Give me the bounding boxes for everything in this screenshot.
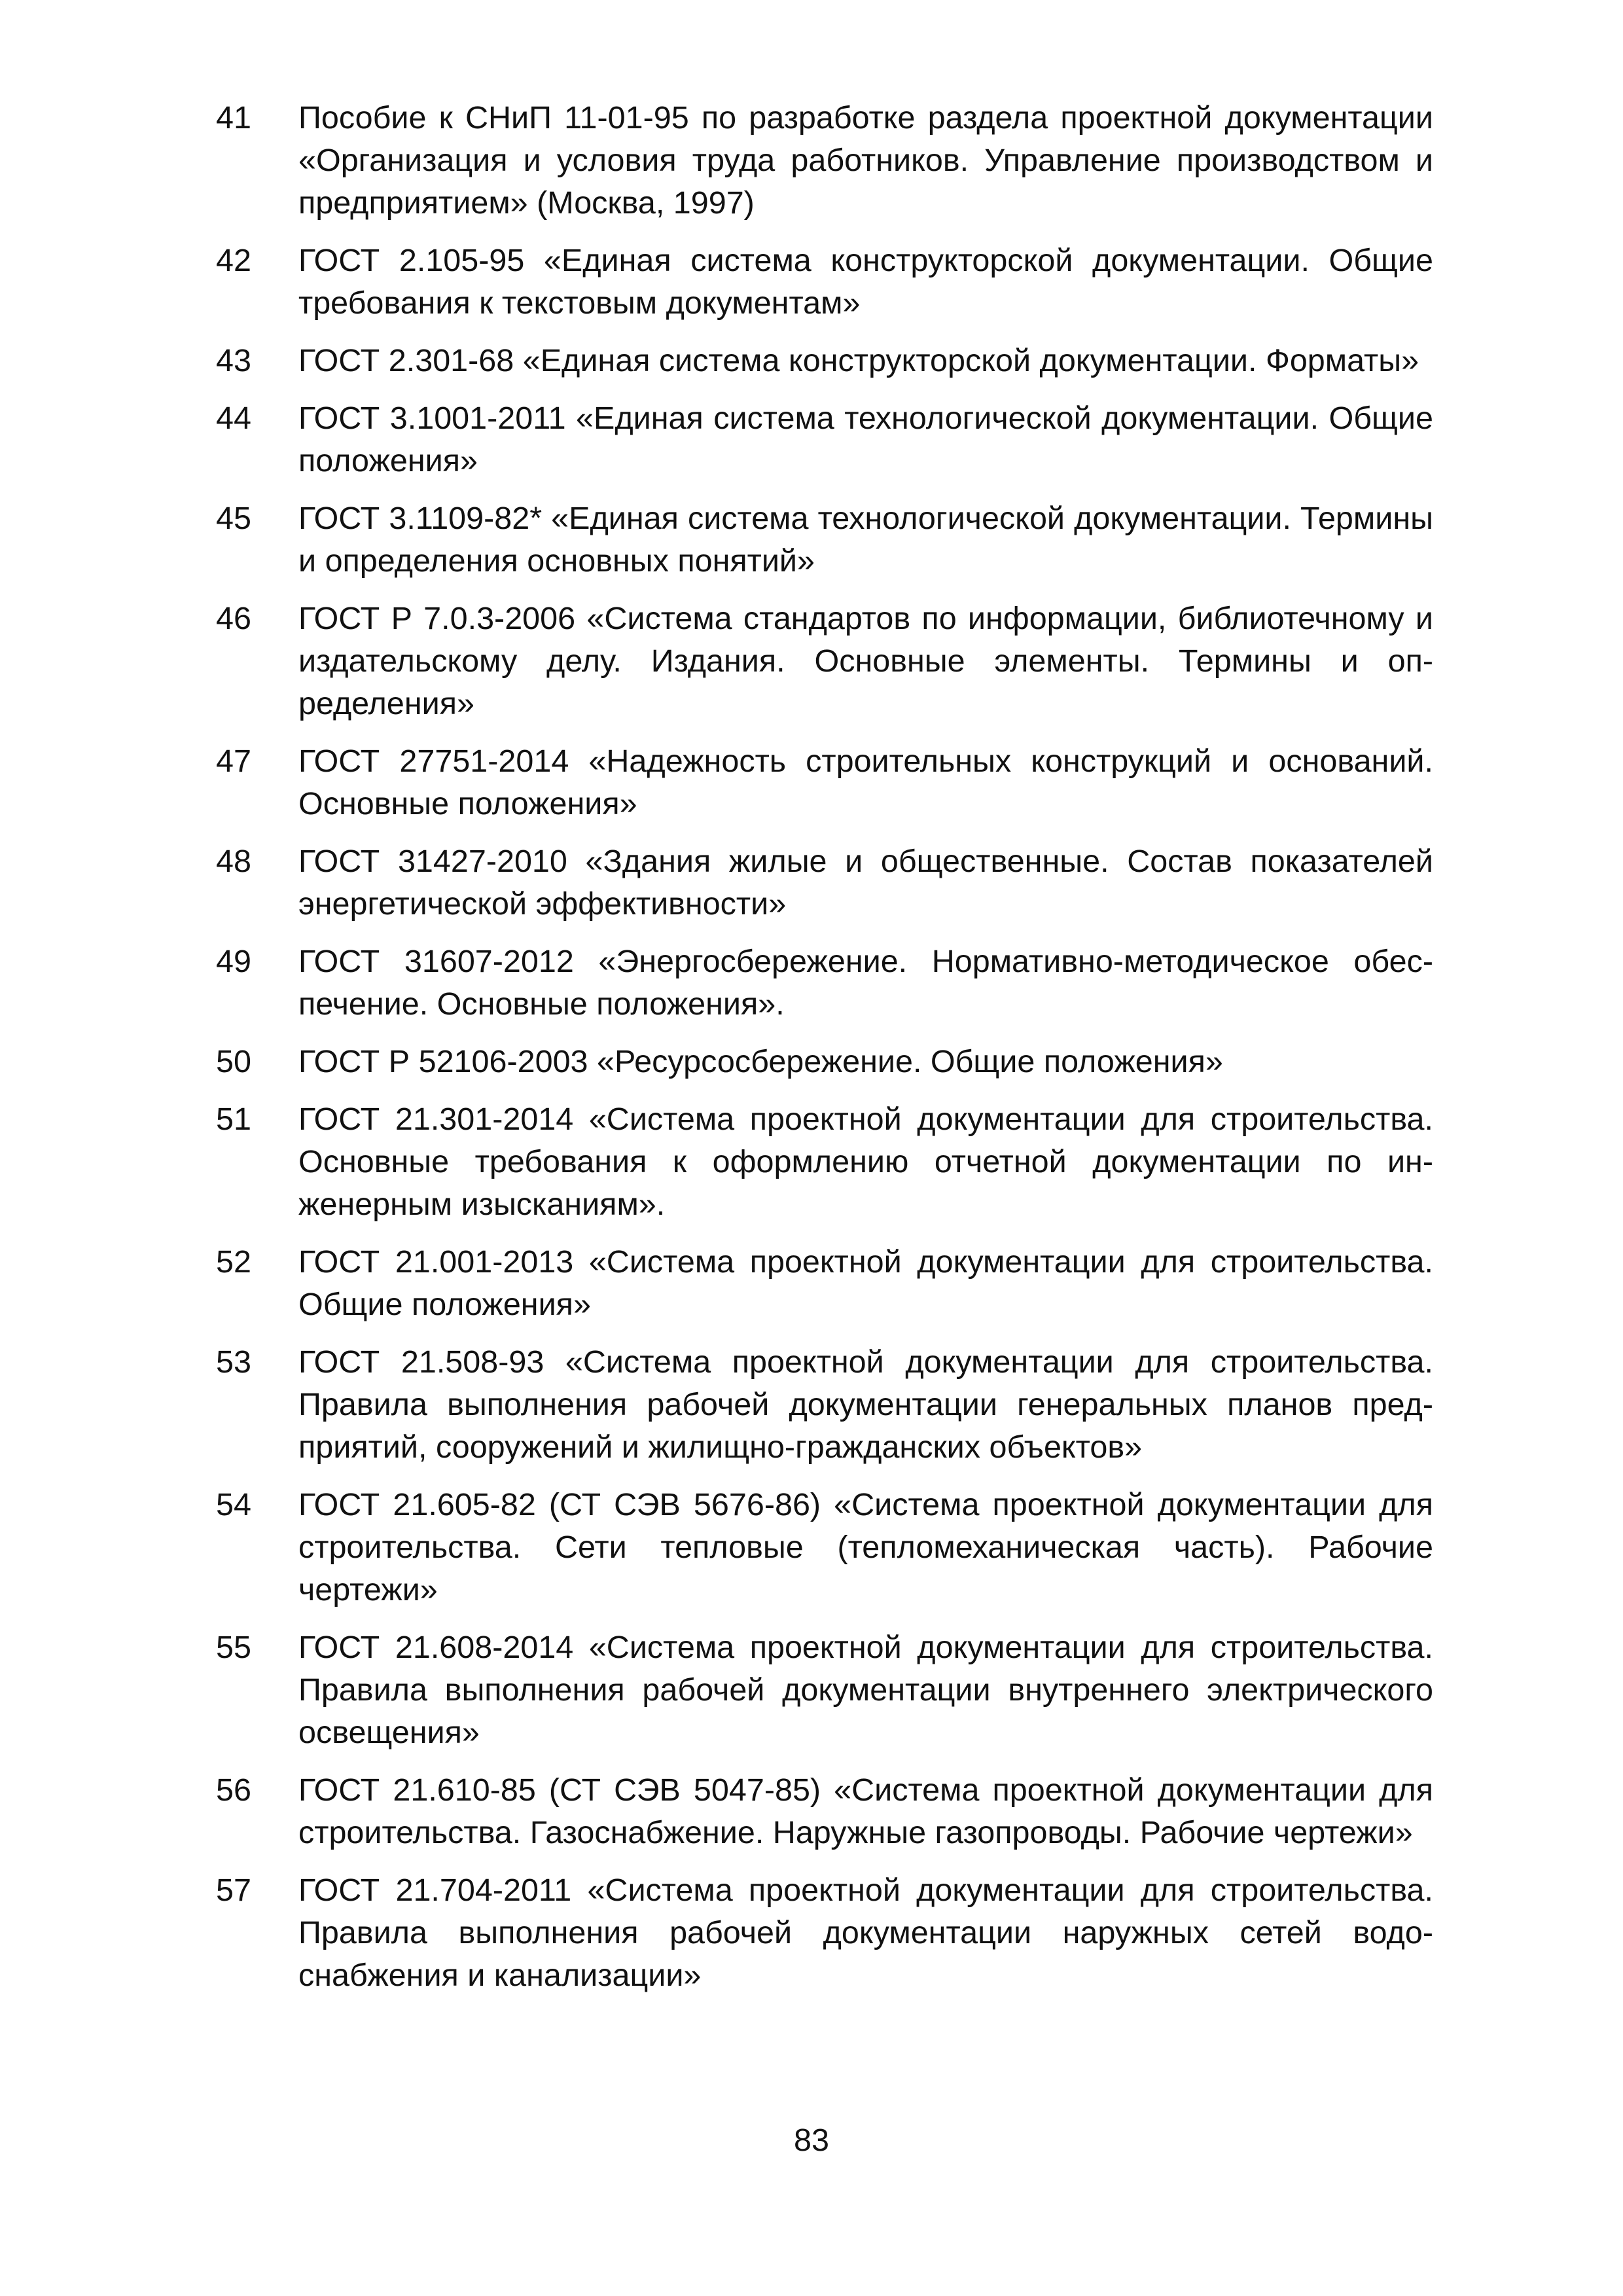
reference-item-46 <box>216 598 1433 725</box>
reference-item-41 <box>216 97 1433 224</box>
reference-item-51 <box>216 1098 1433 1226</box>
reference-item-55 <box>216 1626 1433 1754</box>
reference-text: ГОСТ 3.1109-82* «Единая система технологической документации. Термины и определения основных понятий» <box>298 501 1433 579</box>
reference-number: 57 <box>216 1873 251 1908</box>
reference-number: 50 <box>216 1044 251 1079</box>
reference-number: 54 <box>216 1487 251 1522</box>
reference-text: ГОСТ 21.508-93 «Система проектной документации для строительства. Правила выполнения рабочей документации генеральных планов предприятий, сооружений и жилищно-гражданских объектов» <box>298 1344 1433 1465</box>
reference-number: 53 <box>216 1344 251 1380</box>
reference-number: 55 <box>216 1630 251 1665</box>
reference-list <box>216 97 1433 2012</box>
reference-text: Пособие к СНиП 11-01-95 по разработке раздела проектной документации «Организация и условия труда работников. Управление производством и предприятием» (Москва, 1997) <box>298 100 1433 221</box>
reference-text: ГОСТ 3.1001-2011 «Единая система технологической документации. Общие положения» <box>298 401 1433 478</box>
reference-text: ГОСТ Р 7.0.3-2006 «Система стандартов по информации, библиотечному и издательскому делу. Издания. Основные элементы. Термины и определения» <box>298 601 1433 721</box>
reference-item-52 <box>216 1241 1433 1326</box>
reference-item-42 <box>216 240 1433 325</box>
reference-item-47 <box>216 740 1433 825</box>
reference-text: ГОСТ 21.301-2014 «Система проектной документации для строительства. Основные требования к оформлению отчетной документации по инженерным изысканиям». <box>298 1102 1433 1222</box>
reference-number: 49 <box>216 944 251 979</box>
reference-text: ГОСТ 21.608-2014 «Система проектной документации для строительства. Правила выполнения рабочей документации внутреннего электрического освещения» <box>298 1630 1433 1750</box>
reference-number: 41 <box>216 100 251 135</box>
reference-number: 42 <box>216 243 251 278</box>
reference-text: ГОСТ 2.105-95 «Единая система конструкторской документации. Общие требования к текстовым документам» <box>298 243 1433 321</box>
reference-text: ГОСТ 21.001-2013 «Система проектной документации для строительства. Общие положения» <box>298 1244 1433 1322</box>
reference-number: 43 <box>216 343 251 378</box>
page-number: 83 <box>794 2123 829 2158</box>
reference-item-50 <box>216 1041 1433 1083</box>
reference-number: 45 <box>216 501 251 536</box>
reference-item-48 <box>216 840 1433 925</box>
reference-number: 51 <box>216 1102 251 1137</box>
reference-text: ГОСТ 27751-2014 «Надежность строительных конструкций и оснований. Основные положения» <box>298 744 1433 821</box>
reference-text: ГОСТ 21.704-2011 «Система проектной документации для строительства. Правила выполнения рабочей документации наружных сетей водоснабжения и канализации» <box>298 1873 1433 1993</box>
reference-text: ГОСТ 31427-2010 «Здания жилые и общественные. Состав показателей энергетической эффективности» <box>298 844 1433 922</box>
reference-item-43 <box>216 340 1433 382</box>
reference-text: ГОСТ 31607-2012 «Энергосбережение. Нормативно-методическое обеспечение. Основные положения». <box>298 944 1433 1022</box>
reference-item-53 <box>216 1341 1433 1469</box>
reference-text: ГОСТ 21.605-82 (СТ СЭВ 5676-86) «Система проектной документации для строительства. Сети тепловые (тепломеханическая часть). Рабочие чертежи» <box>298 1487 1433 1607</box>
reference-item-56 <box>216 1769 1433 1854</box>
reference-item-49 <box>216 941 1433 1026</box>
reference-text: ГОСТ Р 52106-2003 «Ресурсосбережение. Общие положения» <box>298 1044 1223 1079</box>
reference-item-57 <box>216 1869 1433 1997</box>
reference-number: 56 <box>216 1772 251 1808</box>
reference-item-54 <box>216 1484 1433 1611</box>
reference-item-44 <box>216 397 1433 482</box>
reference-number: 47 <box>216 744 251 779</box>
reference-number: 52 <box>216 1244 251 1280</box>
reference-number: 46 <box>216 601 251 636</box>
reference-number: 48 <box>216 844 251 879</box>
reference-item-45 <box>216 497 1433 583</box>
reference-text: ГОСТ 2.301-68 «Единая система конструкторской документации. Форматы» <box>298 343 1419 378</box>
reference-number: 44 <box>216 401 251 436</box>
reference-text: ГОСТ 21.610-85 (СТ СЭВ 5047-85) «Система проектной документации для строительства. Газоснабжение. Наружные газопроводы. Рабочие чертежи» <box>298 1772 1433 1850</box>
